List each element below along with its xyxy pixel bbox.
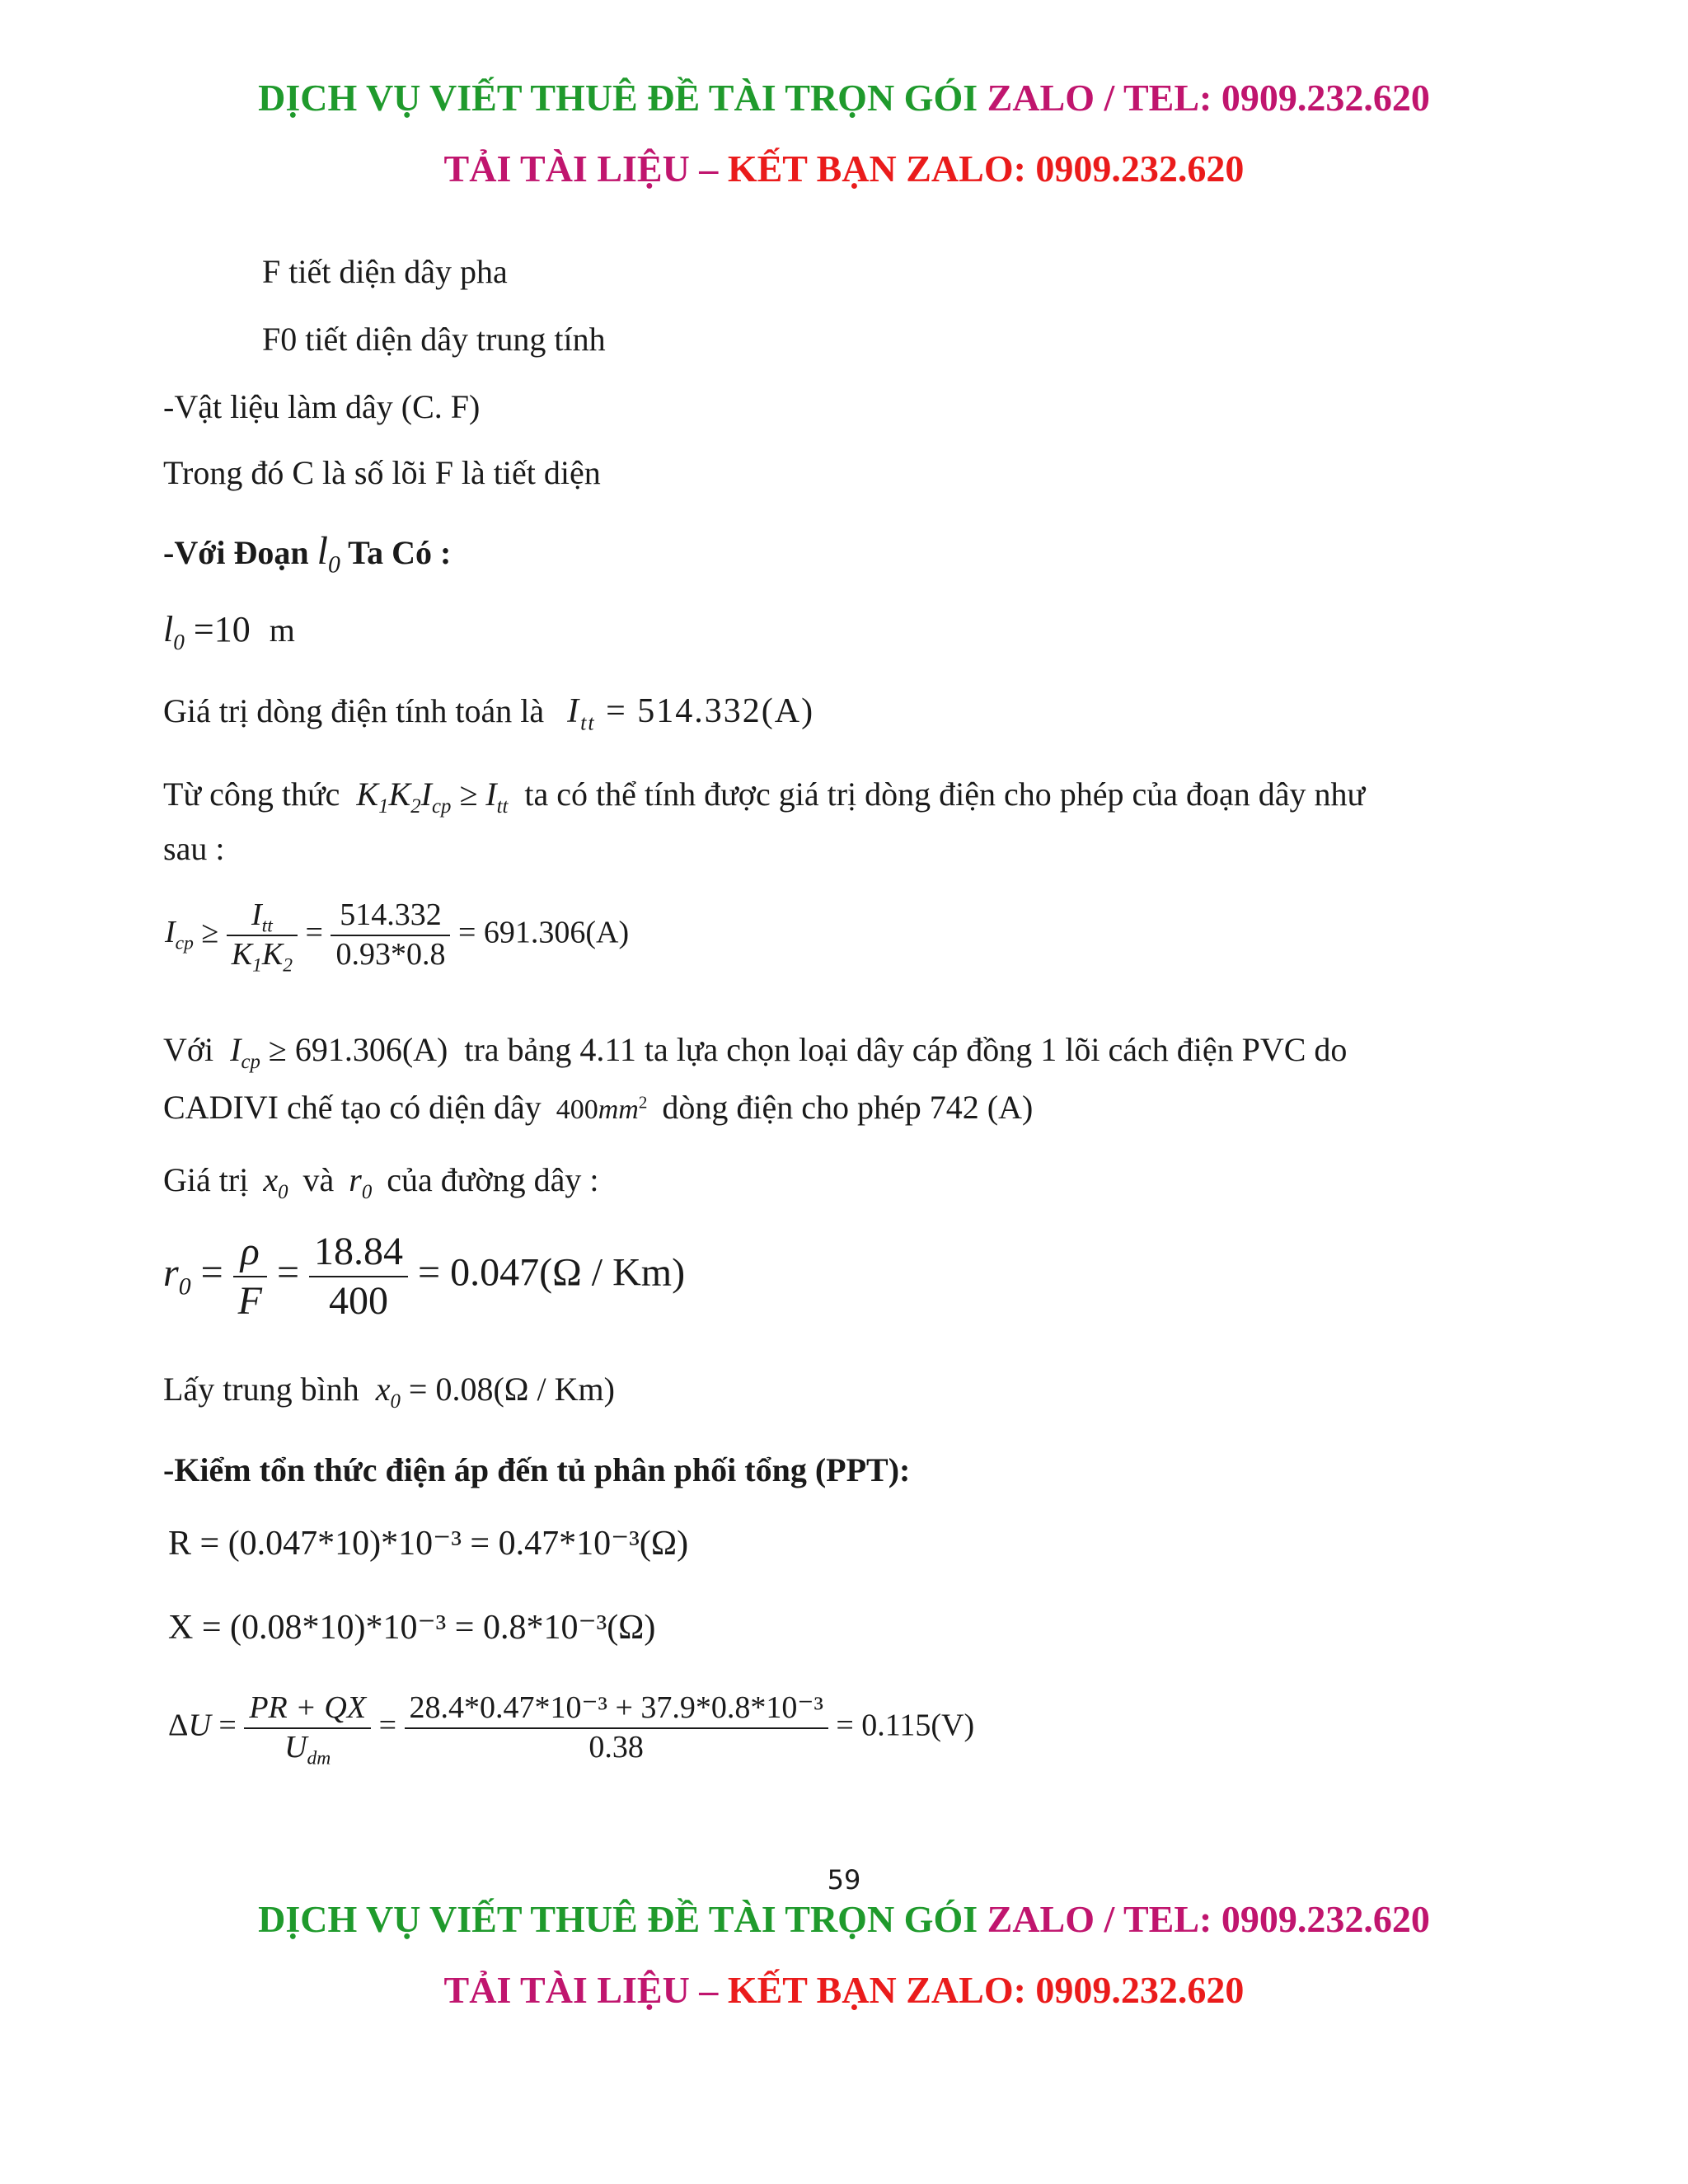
equation-x: X = (0.08*10)*10⁻³ = 0.8*10⁻³(Ω): [168, 1609, 656, 1647]
header-download-text: TẢI TÀI LIỆU –: [443, 148, 719, 190]
paragraph-calc-current: [163, 691, 815, 735]
formula-intro-suffix: ta có thể tính được giá trị dòng điện cho phép của đoạn dây như: [524, 776, 1366, 813]
selection-value: ≥ 691.306(A): [268, 1031, 448, 1068]
heading-segment-suffix: Ta Có :: [348, 534, 452, 571]
paragraph-x0-r0: [163, 1160, 599, 1203]
eq2-numerator: 18.84: [314, 1230, 404, 1273]
symbol-delta-u: ΔU: [168, 1708, 211, 1743]
header-service-text: DỊCH VỤ VIẾT THUÊ ĐỀ TÀI TRỌN GÓI: [258, 77, 978, 119]
cable-size: $400mm^2$: [556, 1092, 648, 1125]
equation-delta-u: ΔU = $\frac{PR + QX}{U_{dm}}$ = $\frac{\text{28.4*0.47*10⁻³ + 37.9*0.8*10⁻³}}{0.38}$ = 0.115(V): [168, 1690, 975, 1769]
footer-download-text: TẢI TÀI LIỆU –: [443, 1969, 719, 2011]
footer-banner-line1: [0, 1897, 1688, 1941]
symbol-icp: $I_{cp}$: [165, 915, 194, 954]
equation-icp: $I_{cp}$ ≥ $\frac{I_{tt}}{K_1K_2}$ = $\frac{514.332}{0.93*0.8}$ = 691.306(A): [165, 898, 630, 977]
l0-unit: m: [269, 612, 295, 649]
selection-suffix: tra bảng 4.11 ta lựa chọn loại dây cáp đồng 1 lõi cách điện PVC do: [464, 1031, 1348, 1068]
paragraph-cadivi: [163, 1088, 1033, 1127]
heading-voltage-loss: -Kiểm tổn thức điện áp đến tủ phân phối tổng (PPT):: [163, 1451, 911, 1488]
fraction-itt-k1k2: $\frac{I_{tt}}{K_1K_2}$: [227, 897, 298, 973]
heading-segment-prefix: -Với Đoạn: [163, 534, 309, 571]
x0-r0-prefix: Giá trị: [163, 1161, 249, 1198]
symbol-r0-eq: $r_0$: [163, 1250, 191, 1301]
symbol-l0-eq: $l_0$: [163, 609, 185, 654]
x0-avg-prefix: Lấy trung bình: [163, 1371, 359, 1408]
equation-r: R = (0.047*10)*10⁻³ = 0.47*10⁻³(Ω): [168, 1525, 689, 1563]
calc-current-value: = 514.332(A): [606, 692, 815, 730]
header-banner-line1: [0, 76, 1688, 120]
x0-avg-value: = 0.08(Ω / Km): [408, 1371, 615, 1408]
fraction-delta-u-values: [405, 1690, 828, 1766]
eq1-numerator: 514.332: [340, 898, 442, 932]
selection-icp: $I_{cp} \ge 691.306(A)$: [230, 1031, 448, 1073]
footer-service-text: DỊCH VỤ VIẾT THUÊ ĐỀ TÀI TRỌN GÓI: [258, 1898, 978, 1940]
x0-avg-eq: $x_0 = 0.08(\Omega / Km)$: [375, 1371, 615, 1413]
formula-intro-prefix: Từ công thức: [163, 776, 340, 813]
symbol-x0: $x_0$: [263, 1161, 288, 1203]
paragraph-formula-intro: [163, 775, 1366, 818]
cable-size-value: 400: [556, 1094, 598, 1125]
calc-current-eq: $I_{tt} = 514.332(A)$: [567, 692, 815, 735]
page-number: 59: [827, 1864, 861, 1896]
formula-k1k2icp: $K_1K_2I_{cp} \ge I_{tt}$: [356, 776, 509, 818]
footer-zalo-text: KẾT BẠN ZALO: 0909.232.620: [727, 1969, 1245, 2011]
header-zalo-text: KẾT BẠN ZALO: 0909.232.620: [727, 148, 1245, 190]
footer-contact-text: ZALO / TEL: 0909.232.620: [987, 1898, 1430, 1940]
eq3-denominator: 0.38: [405, 1727, 828, 1767]
fraction-rho-f: $\frac{\rho}{F}$: [233, 1228, 267, 1324]
paragraph-x0-avg: [163, 1370, 615, 1413]
eq3-result: = 0.115(V): [836, 1708, 975, 1743]
fraction-values: [331, 897, 450, 973]
equation-r0: $r_0$ = $\frac{\rho}{F}$ = $\frac{18.84}{400}$ = 0.047(Ω / Km): [163, 1228, 685, 1324]
heading-segment-l0: [163, 527, 452, 579]
selection-prefix: Với: [163, 1031, 214, 1068]
symbol-r0: $r_0$: [349, 1161, 373, 1203]
equation-l0: [163, 608, 295, 652]
paragraph-material: -Vật liệu làm dây (C. F): [163, 388, 481, 425]
paragraph-formula-cont: sau :: [163, 830, 225, 867]
cable-size-unit: mm: [598, 1094, 639, 1125]
eq3-numerator-symbolic: PR + QX: [249, 1690, 367, 1725]
cadivi-suffix: dòng điện cho phép 742 (A): [662, 1089, 1034, 1126]
l0-value: =10: [193, 609, 251, 649]
header-contact-text: ZALO / TEL: 0909.232.620: [987, 77, 1430, 119]
fraction-r0-values: [309, 1228, 408, 1324]
eq2-denominator: 400: [309, 1276, 408, 1325]
footer-banner-line2: [0, 1968, 1688, 2012]
x0-r0-and: và: [302, 1161, 335, 1198]
paragraph-legend: Trong đó C là số lõi F là tiết diện: [163, 454, 601, 491]
symbol-l0: $l_0$: [316, 529, 340, 579]
eq3-numerator: 28.4*0.47*10⁻³ + 37.9*0.8*10⁻³: [409, 1690, 823, 1725]
calc-current-label: Giá trị dòng điện tính toán là: [163, 692, 545, 729]
x0-r0-suffix: của đường dây :: [387, 1161, 599, 1198]
paragraph-selection: [163, 1030, 1348, 1073]
eq1-denominator: 0.93*0.8: [331, 935, 450, 974]
cadivi-prefix: CADIVI chế tạo có diện dây: [163, 1089, 542, 1126]
fraction-pr-qx: $\frac{PR + QX}{U_{dm}}$: [244, 1690, 371, 1766]
paragraph-phase-section: F tiết diện dây pha: [262, 253, 508, 290]
eq1-result: = 691.306(A): [457, 915, 630, 950]
header-banner-line2: [0, 147, 1688, 190]
paragraph-neutral-section: F0 tiết diện dây trung tính: [262, 321, 606, 358]
eq2-result: = 0.047(Ω / Km): [418, 1250, 686, 1295]
